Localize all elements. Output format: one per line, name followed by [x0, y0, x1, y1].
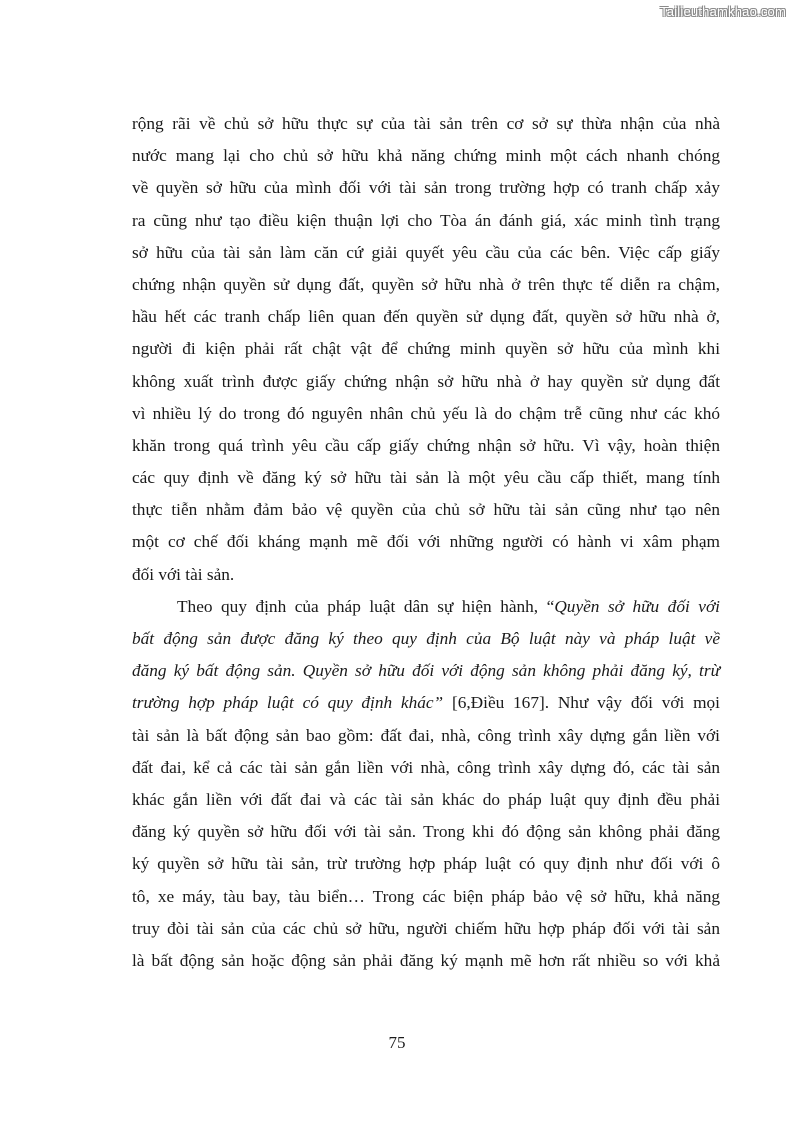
- text-line: thực tiễn nhằm đảm bảo vệ quyền của chủ sở hữu tài sản cũng như tạo nên: [132, 500, 720, 520]
- citation-text: [6,Điều 167]. Như vậy đối với mọi: [443, 693, 720, 713]
- text-line: không xuất trình được giấy chứng nhận sở hữu nhà ở hay quyền sử dụng đất: [132, 371, 720, 391]
- text-line: các quy định về đăng ký sở hữu tài sản là một yêu cầu cấp thiết, mang tính: [132, 468, 720, 488]
- text-line: ký quyền sở hữu tài sản, trừ trường hợp pháp luật có quy định như đối với ô: [132, 854, 720, 874]
- text-line: [132, 623, 720, 655]
- page-number: 75: [388, 1033, 406, 1052]
- text-line: [132, 687, 720, 719]
- text-line: về quyền sở hữu của mình đối với tài sản trong trường hợp có tranh chấp xảy: [132, 178, 720, 198]
- quote-text: đăng ký bất động sản. Quyền sở hữu đối với động sản không phải đăng ký, trừ: [132, 661, 720, 681]
- text-line: khác gắn liền với đất đai và các tài sản khác do pháp luật quy định đều phải: [132, 789, 720, 809]
- watermark: Tailieuthamkhao.com: [660, 4, 786, 19]
- text-line: hầu hết các tranh chấp liên quan đến quyền sử dụng đất, quyền sở hữu nhà ở,: [132, 307, 720, 327]
- text-line: là bất động sản hoặc động sản phải đăng ký mạnh mẽ hơn rất nhiều so với khả: [132, 950, 720, 970]
- text-line: vì nhiều lý do trong đó nguyên nhân chủ yếu là do chậm trễ cũng như các khó: [132, 403, 720, 423]
- text-line: đất đai, kể cả các tài sản gắn liền với nhà, công trình xây dựng đó, các tài sản: [132, 757, 720, 777]
- text-line: khăn trong quá trình yêu cầu cấp giấy chứng nhận sở hữu. Vì vậy, hoàn thiện: [132, 435, 720, 455]
- quote-text: trường hợp pháp luật có quy định khác”: [132, 693, 444, 713]
- text-line: nước mang lại cho chủ sở hữu khả năng chứng minh một cách nhanh chóng: [132, 146, 720, 166]
- text-line: [132, 655, 720, 687]
- text-line: rộng rãi về chủ sở hữu thực sự của tài sản trên cơ sở sự thừa nhận của nhà: [132, 114, 720, 133]
- text-line: tô, xe máy, tàu bay, tàu biển… Trong các biện pháp bảo vệ sở hữu, khả năng: [132, 886, 720, 906]
- text-line: ra cũng như tạo điều kiện thuận lợi cho Tòa án đánh giá, xác minh tình trạng: [132, 210, 720, 230]
- text-line: một cơ chế đối kháng mạnh mẽ đối với những người có hành vi xâm phạm: [132, 532, 720, 552]
- text-line: sở hữu của tài sản làm căn cứ giải quyết yêu cầu của các bên. Việc cấp giấy: [132, 242, 720, 262]
- quote-text: Quyền sở hữu đối với: [554, 596, 720, 616]
- text-line: tài sản là bất động sản bao gồm: đất đai, nhà, công trình xây dựng gắn liền với: [132, 725, 720, 745]
- text-line: truy đòi tài sản của các chủ sở hữu, người chiếm hữu hợp pháp đối với tài sản: [132, 918, 720, 938]
- text-line: chứng nhận quyền sử dụng đất, quyền sở hữu nhà ở trên thực tế diễn ra chậm,: [132, 274, 720, 294]
- text-line: đăng ký quyền sở hữu đối với tài sản. Trong khi đó động sản không phải đăng: [132, 822, 720, 842]
- text-line: người đi kiện phải rất chật vật để chứng minh quyền sở hữu của mình khi: [132, 339, 720, 359]
- text-line: [132, 591, 720, 623]
- text-line: đối với tài sản.: [132, 564, 235, 584]
- document-body: [132, 108, 720, 977]
- line-text: Theo quy định của pháp luật dân sự hiện hành, “: [177, 596, 555, 616]
- quote-text: bất động sản được đăng ký theo quy định của Bộ luật này và pháp luật về: [132, 629, 720, 648]
